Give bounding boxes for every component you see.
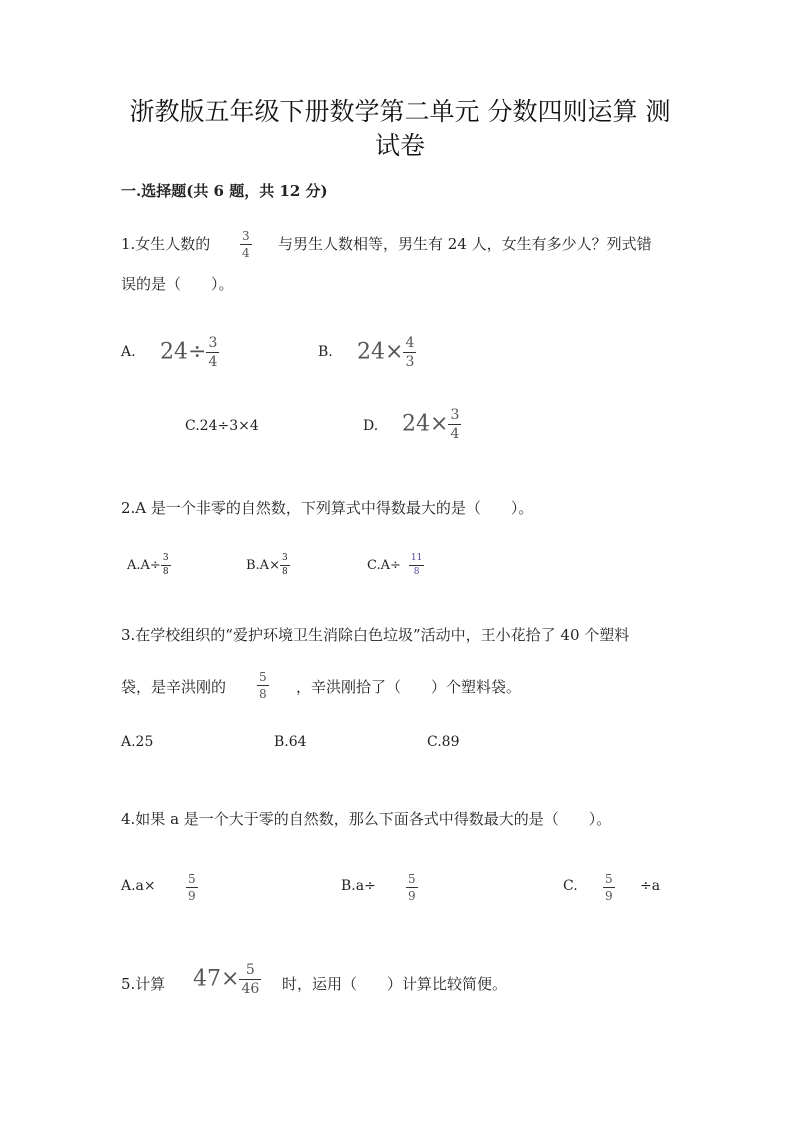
q4-option-a-text[interactable]: A.a× (121, 878, 156, 894)
q4-option-b-text[interactable]: B.a÷ (341, 878, 376, 894)
q1-option-d-text: 24× (402, 411, 449, 437)
q4-option-a-fraction[interactable] (186, 872, 198, 902)
q2-text: 2.A 是一个非零的自然数，下列算式中得数最大的是（ ）。 (121, 499, 534, 517)
q5-text-pre: 5.计算 (121, 975, 166, 993)
q2-option-b-num: 3 (281, 553, 288, 563)
q1-option-d-expr[interactable] (402, 408, 461, 441)
q5-text-post: 时，运用（ ）计算比较简便。 (282, 975, 508, 993)
q2-option-a-den: 8 (162, 567, 169, 577)
q1-option-b-den: 3 (405, 354, 415, 370)
q1-option-a-num: 3 (208, 335, 218, 351)
q4-option-c-num: 5 (605, 872, 613, 886)
q1-text-pre: 1.女生人数的 (121, 235, 211, 253)
q1-option-d-num: 3 (450, 407, 460, 423)
q3-option-c[interactable]: C.89 (427, 734, 460, 750)
q1-fraction (240, 229, 252, 259)
q4-option-c-label[interactable]: C. (563, 878, 578, 894)
q3-fraction (257, 670, 269, 700)
q5-expression (193, 963, 261, 996)
q1-option-d-den: 4 (450, 426, 460, 442)
q4-option-a-num: 5 (188, 872, 196, 886)
section-heading: 一.选择题(共 6 题，共 12 分) (121, 182, 328, 200)
q2-option-c-text: C.A÷ (367, 558, 401, 573)
q2-option-a[interactable] (127, 554, 171, 577)
title-line-2: 试卷 (374, 131, 425, 160)
q5-expr-text: 47× (193, 966, 240, 992)
q1-frac-den: 4 (242, 246, 250, 260)
q1-option-b-expr[interactable] (357, 336, 416, 369)
q1-option-b-text: 24× (357, 339, 404, 365)
q1-option-b-num: 4 (405, 335, 415, 351)
q2-option-b[interactable] (246, 554, 290, 577)
q5-den: 46 (241, 981, 260, 997)
q4-option-c-den: 9 (605, 889, 613, 903)
q1-frac-num: 3 (242, 229, 250, 243)
q4-option-c-fraction[interactable] (603, 872, 615, 902)
q3-frac-num: 5 (259, 670, 267, 684)
q4-option-b-den: 9 (408, 889, 416, 903)
q1-option-b-label[interactable]: B. (318, 344, 333, 360)
q1-text-line2: 误的是（ ）。 (121, 275, 234, 293)
q3-text-line1: 3.在学校组织的“爱护环境卫生消除白色垃圾”活动中，王小花拾了 40 个塑料 (121, 626, 630, 644)
q3-option-b[interactable]: B.64 (274, 734, 307, 750)
q1-text-post: 与男生人数相等，男生有 24 人，女生有多少人？列式错 (278, 235, 652, 253)
q1-option-a-expr[interactable] (160, 336, 219, 369)
q2-option-c-num: 11 (410, 553, 423, 563)
q3-frac-den: 8 (259, 687, 267, 701)
q1-option-d-label[interactable]: D. (363, 418, 379, 434)
q4-option-b-fraction[interactable] (406, 872, 418, 902)
q3-option-a[interactable]: A.25 (121, 734, 154, 750)
q4-text: 4.如果 a 是一个大于零的自然数，那么下面各式中得数最大的是（ ）。 (121, 810, 612, 828)
title-line-1: 浙教版五年级下册数学第二单元 分数四则运算 测 (129, 97, 671, 126)
q1-option-c[interactable]: C.24÷3×4 (185, 418, 259, 434)
q2-option-c[interactable] (367, 554, 424, 577)
q2-option-a-text: A.A÷ (127, 558, 161, 573)
page-title (0, 95, 800, 163)
q2-option-b-text: B.A× (246, 558, 280, 573)
q5-num: 5 (245, 962, 255, 978)
q1-option-a-den: 4 (208, 354, 218, 370)
q2-option-c-den: 8 (413, 567, 420, 577)
q2-option-a-num: 3 (162, 553, 169, 563)
q3-text-pre: 袋，是辛洪刚的 (121, 678, 227, 696)
q4-option-b-num: 5 (408, 872, 416, 886)
q4-option-a-den: 9 (188, 889, 196, 903)
q3-text-post: ，辛洪刚拾了（ ）个塑料袋。 (296, 678, 522, 696)
q1-option-a-label[interactable]: A. (121, 344, 136, 360)
q1-option-a-text: 24÷ (160, 339, 207, 365)
q2-option-b-den: 8 (281, 567, 288, 577)
q4-option-c-suffix[interactable]: ÷a (640, 878, 661, 894)
